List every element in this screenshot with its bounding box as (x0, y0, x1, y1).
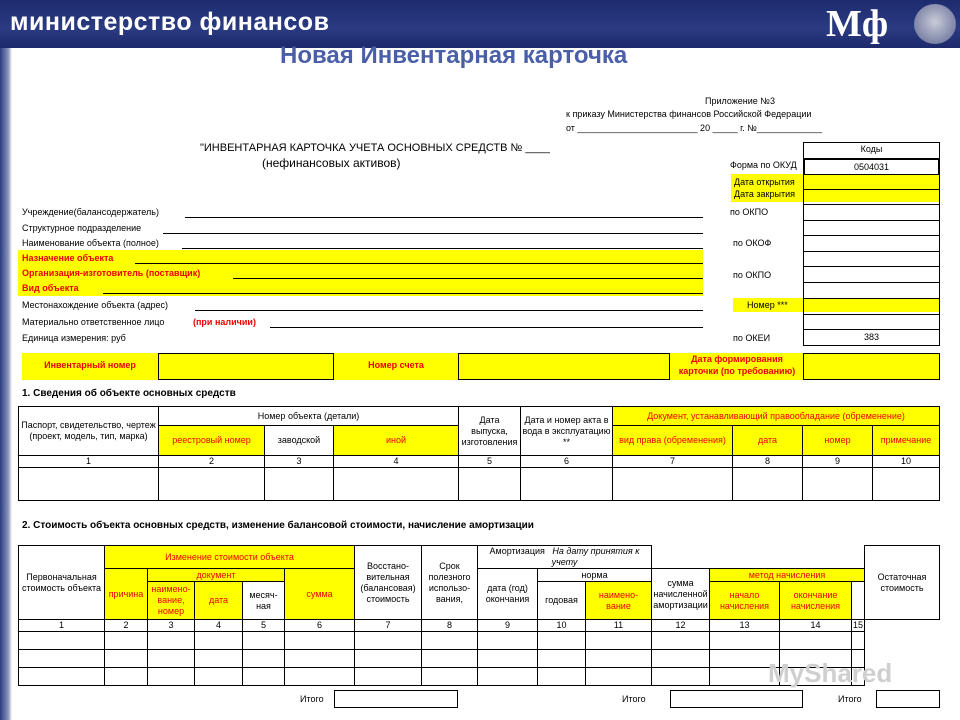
col-part-no: Номер объекта (детали) (159, 407, 459, 426)
num-cell: 3 (265, 456, 334, 468)
col-amort: Амортизация На дату принятия к учету (478, 546, 652, 569)
col-initial: Первоначальная стоимость объекта (19, 546, 105, 620)
responsible-note: (при наличии) (193, 317, 256, 327)
object-type-label: Вид объекта (22, 283, 79, 293)
institution-line[interactable] (185, 217, 703, 218)
num-cell: 2 (105, 620, 148, 632)
col-accrued: сумма начисленной амортизации (652, 569, 710, 620)
total-label-1: Итого (300, 694, 324, 704)
responsible-label: Материально ответственное лицо (22, 317, 165, 327)
division-line[interactable] (163, 233, 703, 234)
header-bar (0, 0, 960, 48)
col-change: Изменение стоимости объекта (105, 546, 355, 569)
account-no-field[interactable] (458, 353, 670, 380)
annex-line1: Приложение №3 (705, 96, 775, 106)
num-cell: 4 (334, 456, 459, 468)
codes-box (803, 142, 940, 346)
num-cell: 12 (652, 620, 710, 632)
section1-table (18, 406, 940, 501)
form-title: "ИНВЕНТАРНАЯ КАРТОЧКА УЧЕТА ОСНОВНЫХ СРЕДСТВ № ____ (200, 142, 550, 154)
open-date-label: Дата открытия (734, 177, 795, 187)
num-cell: 10 (538, 620, 586, 632)
col-method-end: окончание начисления (780, 582, 852, 620)
col-restored: Восстано-вительная (балансовая) стоимость (355, 546, 422, 620)
num-cell: 14 (780, 620, 852, 632)
okei-label: по ОКЕИ (733, 333, 771, 343)
col-date: дата (733, 426, 803, 456)
col-number: номер (803, 426, 873, 456)
okpo-label-1: по ОКПО (730, 207, 769, 217)
col-useful: Срок полезного использо-вания, (422, 546, 478, 620)
annex-line2: к приказу Министерства финансов Российской Федерации (566, 109, 812, 119)
num-cell: 15 (853, 620, 864, 630)
col-other: иной (334, 426, 459, 456)
num-cell: 9 (478, 620, 538, 632)
num-cell: 9 (803, 456, 873, 468)
col-right: вид права (обременения) (613, 426, 733, 456)
col-method-name: наимено-вание (586, 582, 652, 620)
num-cell: 4 (195, 620, 243, 632)
col-reason: причина (105, 569, 148, 620)
num-cell: 13 (710, 620, 780, 632)
num-cell: 7 (355, 620, 422, 632)
num-cell: 1 (19, 456, 159, 468)
col-document: документ (148, 569, 285, 582)
division-label: Структурное подразделение (22, 223, 142, 233)
num-cell: 5 (459, 456, 521, 468)
annex-line3: от ________________________ 20 _____ г. №_____________ (566, 123, 823, 133)
object-name-label: Наименование объекта (полное) (22, 238, 159, 248)
okpo-label-2: по ОКПО (733, 270, 772, 280)
num-cell: 7 (613, 456, 733, 468)
purpose-line[interactable] (135, 263, 703, 264)
number-label: Номер *** (747, 300, 788, 310)
num-cell: 6 (521, 456, 613, 468)
location-label: Местонахождение объекта (адрес) (22, 300, 169, 310)
location-line[interactable] (195, 310, 703, 311)
col-passport: Паспорт, свидетельство, чертеж (проект, модель, тип, марка) (19, 407, 159, 456)
num-cell: 8 (422, 620, 478, 632)
num-cell: 10 (873, 456, 940, 468)
col-registry: реестровый номер (159, 426, 265, 456)
col-note: примечание (873, 426, 940, 456)
num-cell: 3 (148, 620, 195, 632)
total-box-2[interactable] (670, 690, 803, 708)
ministry-logo: Мф (826, 3, 889, 45)
num-cell: 1 (19, 620, 105, 632)
col-doc-date: дата (195, 582, 243, 620)
object-type-line[interactable] (103, 293, 703, 294)
object-name-line[interactable] (182, 248, 703, 249)
total-box-3[interactable] (876, 690, 940, 708)
col-doc-name: наимено-вание, номер (148, 582, 195, 620)
total-box-1[interactable] (334, 690, 458, 708)
close-date-label: Дата закрытия (734, 189, 795, 199)
watermark: MyShared (768, 658, 893, 688)
col-residual: Остаточная стоимость (865, 546, 940, 620)
okud-value[interactable]: 0504031 (804, 158, 939, 175)
institution-label: Учреждение(балансодержатель) (22, 207, 159, 217)
num-cell: 5 (243, 620, 285, 632)
inv-no-field[interactable] (158, 353, 334, 380)
num-cell: 8 (733, 456, 803, 468)
col-method-start: начало начисления (710, 582, 780, 620)
total-label-2: Итого (622, 694, 646, 704)
col-method: метод начисления (710, 569, 865, 582)
purpose-label: Назначение объекта (22, 253, 114, 263)
left-decor-strip (0, 48, 12, 720)
section2-title: 2. Стоимость объекта основных средств, изменение балансовой стоимости, начисление амортизации (22, 520, 534, 531)
okei-value[interactable]: 383 (804, 329, 939, 345)
account-no-label: Номер счета (368, 360, 424, 370)
date-formed-field[interactable] (803, 353, 940, 380)
responsible-line[interactable] (270, 327, 703, 328)
col-release: Дата выпуска, изготовления (459, 407, 521, 456)
manufacturer-line[interactable] (233, 278, 703, 279)
date-formed-1: Дата формирования (691, 354, 783, 364)
emblem-icon (914, 4, 956, 44)
col-yearly: годовая (538, 582, 586, 620)
codes-header: Коды (860, 144, 883, 154)
num-cell: 2 (159, 456, 265, 468)
col-monthly: месяч-ная (243, 582, 285, 620)
slide-subtitle: Новая Инвентарная карточка (280, 42, 628, 69)
col-act: Дата и номер акта в вода в эксплуатацию ** (521, 407, 613, 456)
total-label-3: Итого (838, 694, 862, 704)
okof-label: по ОКОФ (733, 238, 772, 248)
inv-no-label: Инвентарный номер (44, 360, 136, 370)
date-formed-2: карточки (по требованию) (678, 366, 796, 376)
okud-label: Форма по ОКУД (730, 160, 797, 170)
col-amount: сумма (285, 569, 355, 620)
ministry-title: министерство финансов (10, 8, 330, 36)
col-factory: заводской (265, 426, 334, 456)
manufacturer-label: Организация-изготовитель (поставщик) (22, 268, 201, 278)
col-doc-title: Документ, устанавливающий правообладание (обременение) (613, 407, 940, 426)
form-title-sub: (нефинансовых активов) (262, 156, 401, 170)
section1-title: 1. Сведения об объекте основных средств (22, 388, 236, 399)
col-end-date: дата (год) окончания (478, 569, 538, 620)
unit-label: Единица измерения: руб (22, 333, 126, 343)
num-cell: 6 (285, 620, 355, 632)
num-cell: 11 (586, 620, 652, 632)
col-norm: норма (538, 569, 652, 582)
